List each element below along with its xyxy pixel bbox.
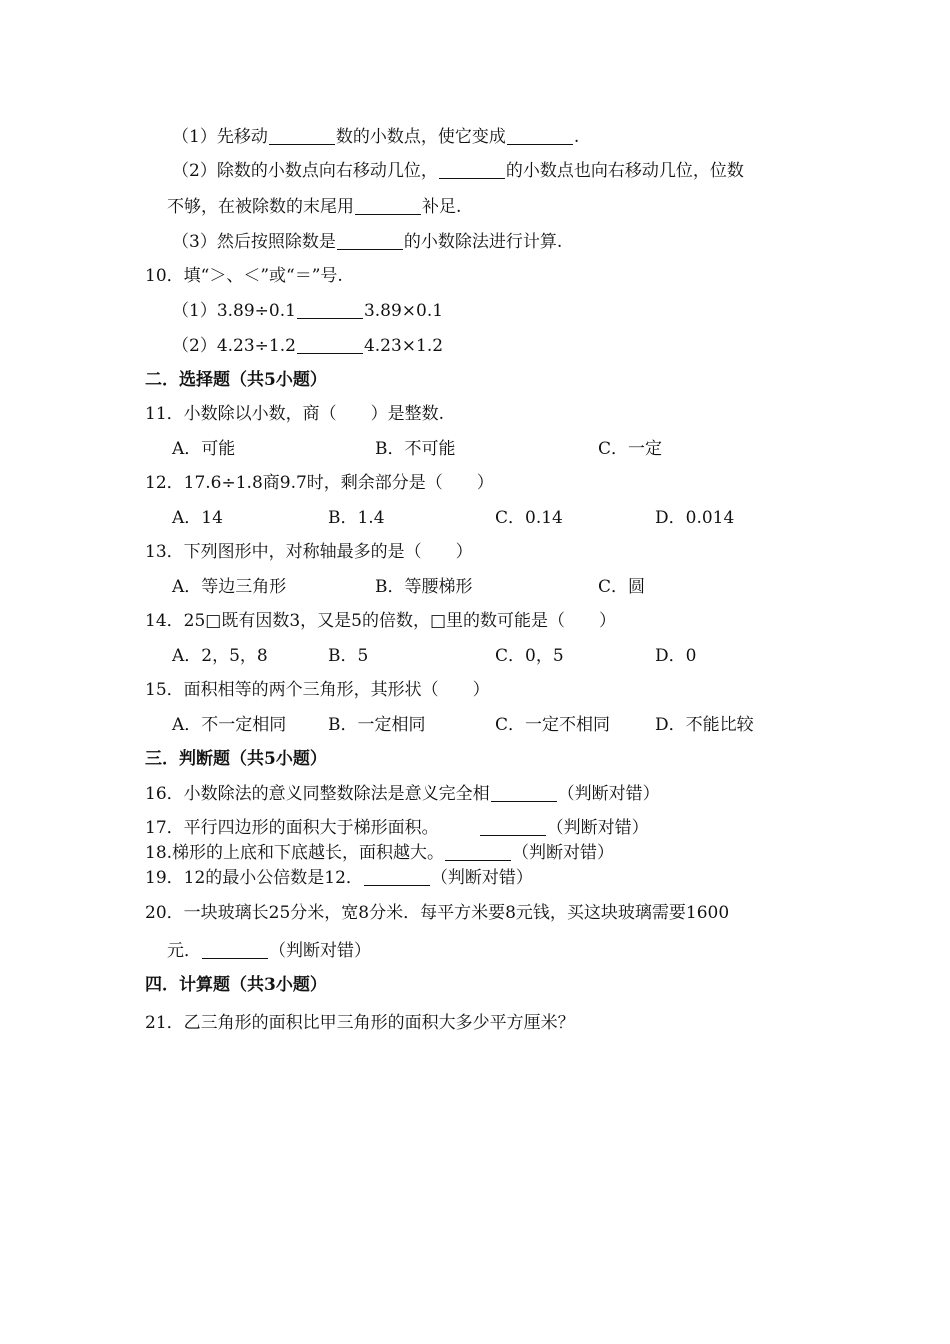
q11-stem: 11．小数除以小数，商（ ）是整数. — [145, 404, 445, 424]
q20-line-2 — [167, 940, 371, 962]
q10-part2-left: （2）4.23÷1.2 — [172, 336, 296, 356]
q17 — [145, 817, 649, 839]
q19-suffix: （判断对错） — [430, 868, 533, 888]
q14-option-c[interactable]: C．0，5 — [495, 646, 564, 666]
q15-option-c[interactable]: C．一定不相同 — [495, 715, 611, 735]
section-4-heading: 四．计算题（共3小题） — [145, 975, 327, 995]
q10-part2-right: 4.23×1.2 — [363, 336, 444, 356]
q9-part2-text-c: 不够，在被除数的末尾用 — [167, 197, 354, 217]
q10-part1-left: （1）3.89÷0.1 — [172, 301, 296, 321]
q12-option-c[interactable]: C．0.14 — [495, 508, 563, 528]
q18-text: 18.梯形的上底和下底越长，面积越大。 — [145, 843, 445, 863]
section-2-heading: 二．选择题（共5小题） — [145, 370, 327, 390]
q15-option-a[interactable]: A．不一定相同 — [172, 715, 287, 735]
q9-part2 — [172, 160, 744, 182]
q9-part3-text-a: （3）然后按照除数是 — [172, 232, 336, 252]
q9-part3-text-b: 的小数除法进行计算. — [403, 232, 563, 252]
q19 — [145, 867, 533, 889]
q9-part1 — [172, 126, 579, 148]
q20-blank[interactable] — [202, 941, 268, 959]
q12-option-a[interactable]: A．14 — [172, 508, 223, 528]
q21-stem: 21．乙三角形的面积比甲三角形的面积大多少平方厘米？ — [145, 1013, 575, 1033]
q10-part1-right: 3.89×0.1 — [363, 301, 444, 321]
q9-part1-text-b: 数的小数点，使它变成 — [335, 127, 506, 147]
q19-text: 19．12的最小公倍数是12． — [145, 868, 363, 888]
q9-part1-text-a: （1）先移动 — [172, 127, 268, 147]
q18-blank[interactable] — [445, 843, 511, 861]
q17-blank[interactable] — [480, 818, 546, 836]
q12-option-d[interactable]: D．0.014 — [655, 508, 735, 528]
q9-part2-blank-2[interactable] — [355, 197, 421, 215]
q12-option-b[interactable]: B．1.4 — [328, 508, 385, 528]
q10-stem: 10．填“＞、＜”或“＝”号. — [145, 266, 343, 286]
q20-suffix: （判断对错） — [269, 941, 371, 961]
q13-option-b[interactable]: B．等腰梯形 — [375, 577, 473, 597]
q10-part1-blank[interactable] — [297, 301, 363, 319]
q19-blank[interactable] — [364, 868, 430, 886]
q18 — [145, 842, 614, 864]
q11-option-a[interactable]: A．可能 — [172, 439, 236, 459]
q9-part1-blank-1[interactable] — [269, 127, 335, 145]
q15-option-d[interactable]: D．不能比较 — [655, 715, 754, 735]
q10-part1 — [172, 300, 443, 322]
q9-part2-blank-1[interactable] — [439, 161, 505, 179]
q9-part2-cont — [167, 196, 461, 218]
q12-stem: 12．17.6÷1.8商9.7时，剩余部分是（ ） — [145, 473, 494, 493]
q9-part1-blank-2[interactable] — [507, 127, 573, 145]
q9-part1-text-c: . — [573, 127, 580, 147]
q9-part2-text-d: 补足. — [422, 197, 462, 217]
q10-part2 — [172, 335, 443, 357]
q14-stem: 14．25□既有因数3，又是5的倍数，□里的数可能是（ ） — [145, 611, 617, 631]
q20-line-1: 20．一块玻璃长25分米，宽8分米．每平方米要8元钱，买这块玻璃需要1600 — [145, 903, 730, 923]
q20-text: 元． — [167, 941, 201, 961]
q15-option-b[interactable]: B．一定相同 — [328, 715, 426, 735]
q17-text: 17．平行四边形的面积大于梯形面积。 — [145, 818, 439, 838]
q17-suffix: （判断对错） — [546, 818, 649, 838]
q14-option-a[interactable]: A．2，5，8 — [172, 646, 268, 666]
q11-option-c[interactable]: C．一定 — [598, 439, 663, 459]
q13-stem: 13．下列图形中，对称轴最多的是（ ） — [145, 542, 473, 562]
q16-suffix: （判断对错） — [557, 784, 660, 804]
q14-option-b[interactable]: B．5 — [328, 646, 369, 666]
q9-part3 — [172, 231, 562, 253]
q13-option-a[interactable]: A．等边三角形 — [172, 577, 287, 597]
q16 — [145, 783, 660, 805]
q9-part3-blank[interactable] — [337, 232, 403, 250]
q18-suffix: （判断对错） — [512, 843, 615, 863]
q14-option-d[interactable]: D．0 — [655, 646, 697, 666]
q9-part2-text-b: 的小数点也向右移动几位，位数 — [505, 161, 744, 181]
section-3-heading: 三．判断题（共5小题） — [145, 749, 327, 769]
q16-blank[interactable] — [491, 784, 557, 802]
q15-stem: 15．面积相等的两个三角形，其形状（ ） — [145, 680, 490, 700]
q16-text: 16．小数除法的意义同整数除法是意义完全相 — [145, 784, 490, 804]
q11-option-b[interactable]: B．不可能 — [375, 439, 456, 459]
q9-part2-text-a: （2）除数的小数点向右移动几位， — [172, 161, 438, 181]
q10-part2-blank[interactable] — [297, 336, 363, 354]
q13-option-c[interactable]: C．圆 — [598, 577, 646, 597]
